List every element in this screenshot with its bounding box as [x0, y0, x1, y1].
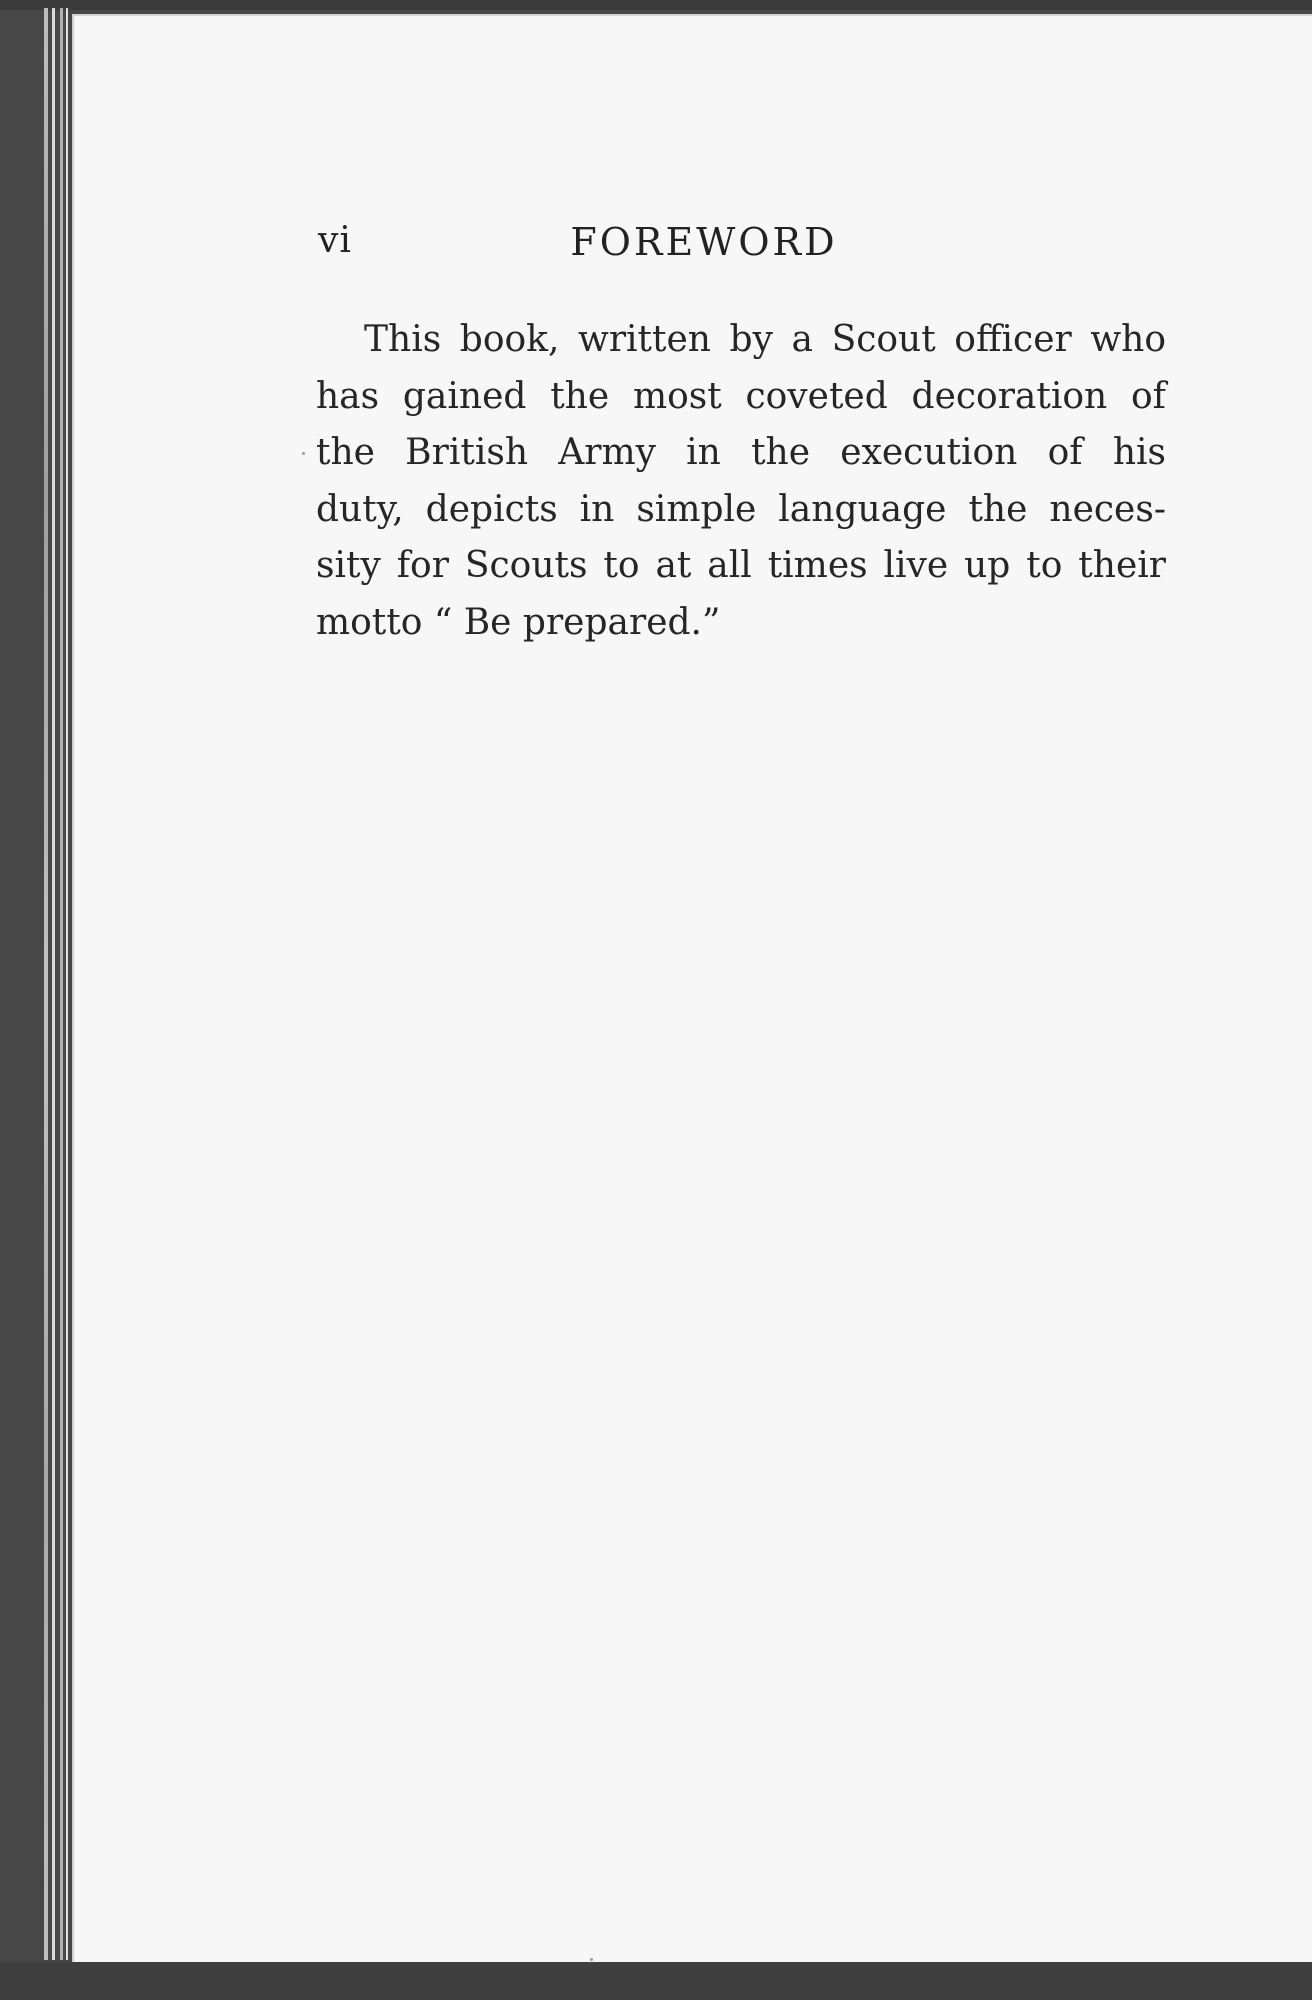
text-line: the British Army in the execution of his	[316, 432, 1166, 473]
text-line: sity for Scouts to at all times live up to their	[316, 545, 1166, 586]
text-line: duty, depicts in simple language the neces-	[316, 488, 1166, 530]
scan-speck	[302, 452, 305, 455]
text-line: motto “ Be prepared.”	[316, 601, 721, 643]
chapter-title: FOREWORD	[570, 220, 838, 264]
page-number: vi	[318, 220, 352, 261]
foreword-paragraph	[316, 312, 1166, 651]
book-page	[72, 14, 1312, 1962]
running-head	[244, 220, 1164, 270]
text-line: has gained the most coveted decoration of	[316, 375, 1166, 417]
page-edge	[52, 8, 55, 1960]
text-line: This book, written by a Scout officer who	[364, 319, 1166, 360]
page-edge	[66, 8, 68, 1960]
page-edge	[60, 8, 63, 1960]
scan-speck	[590, 1958, 593, 1961]
scan-bottom-border	[0, 1962, 1312, 2000]
page-edge	[44, 8, 48, 1960]
scan-top-border	[0, 0, 1312, 10]
